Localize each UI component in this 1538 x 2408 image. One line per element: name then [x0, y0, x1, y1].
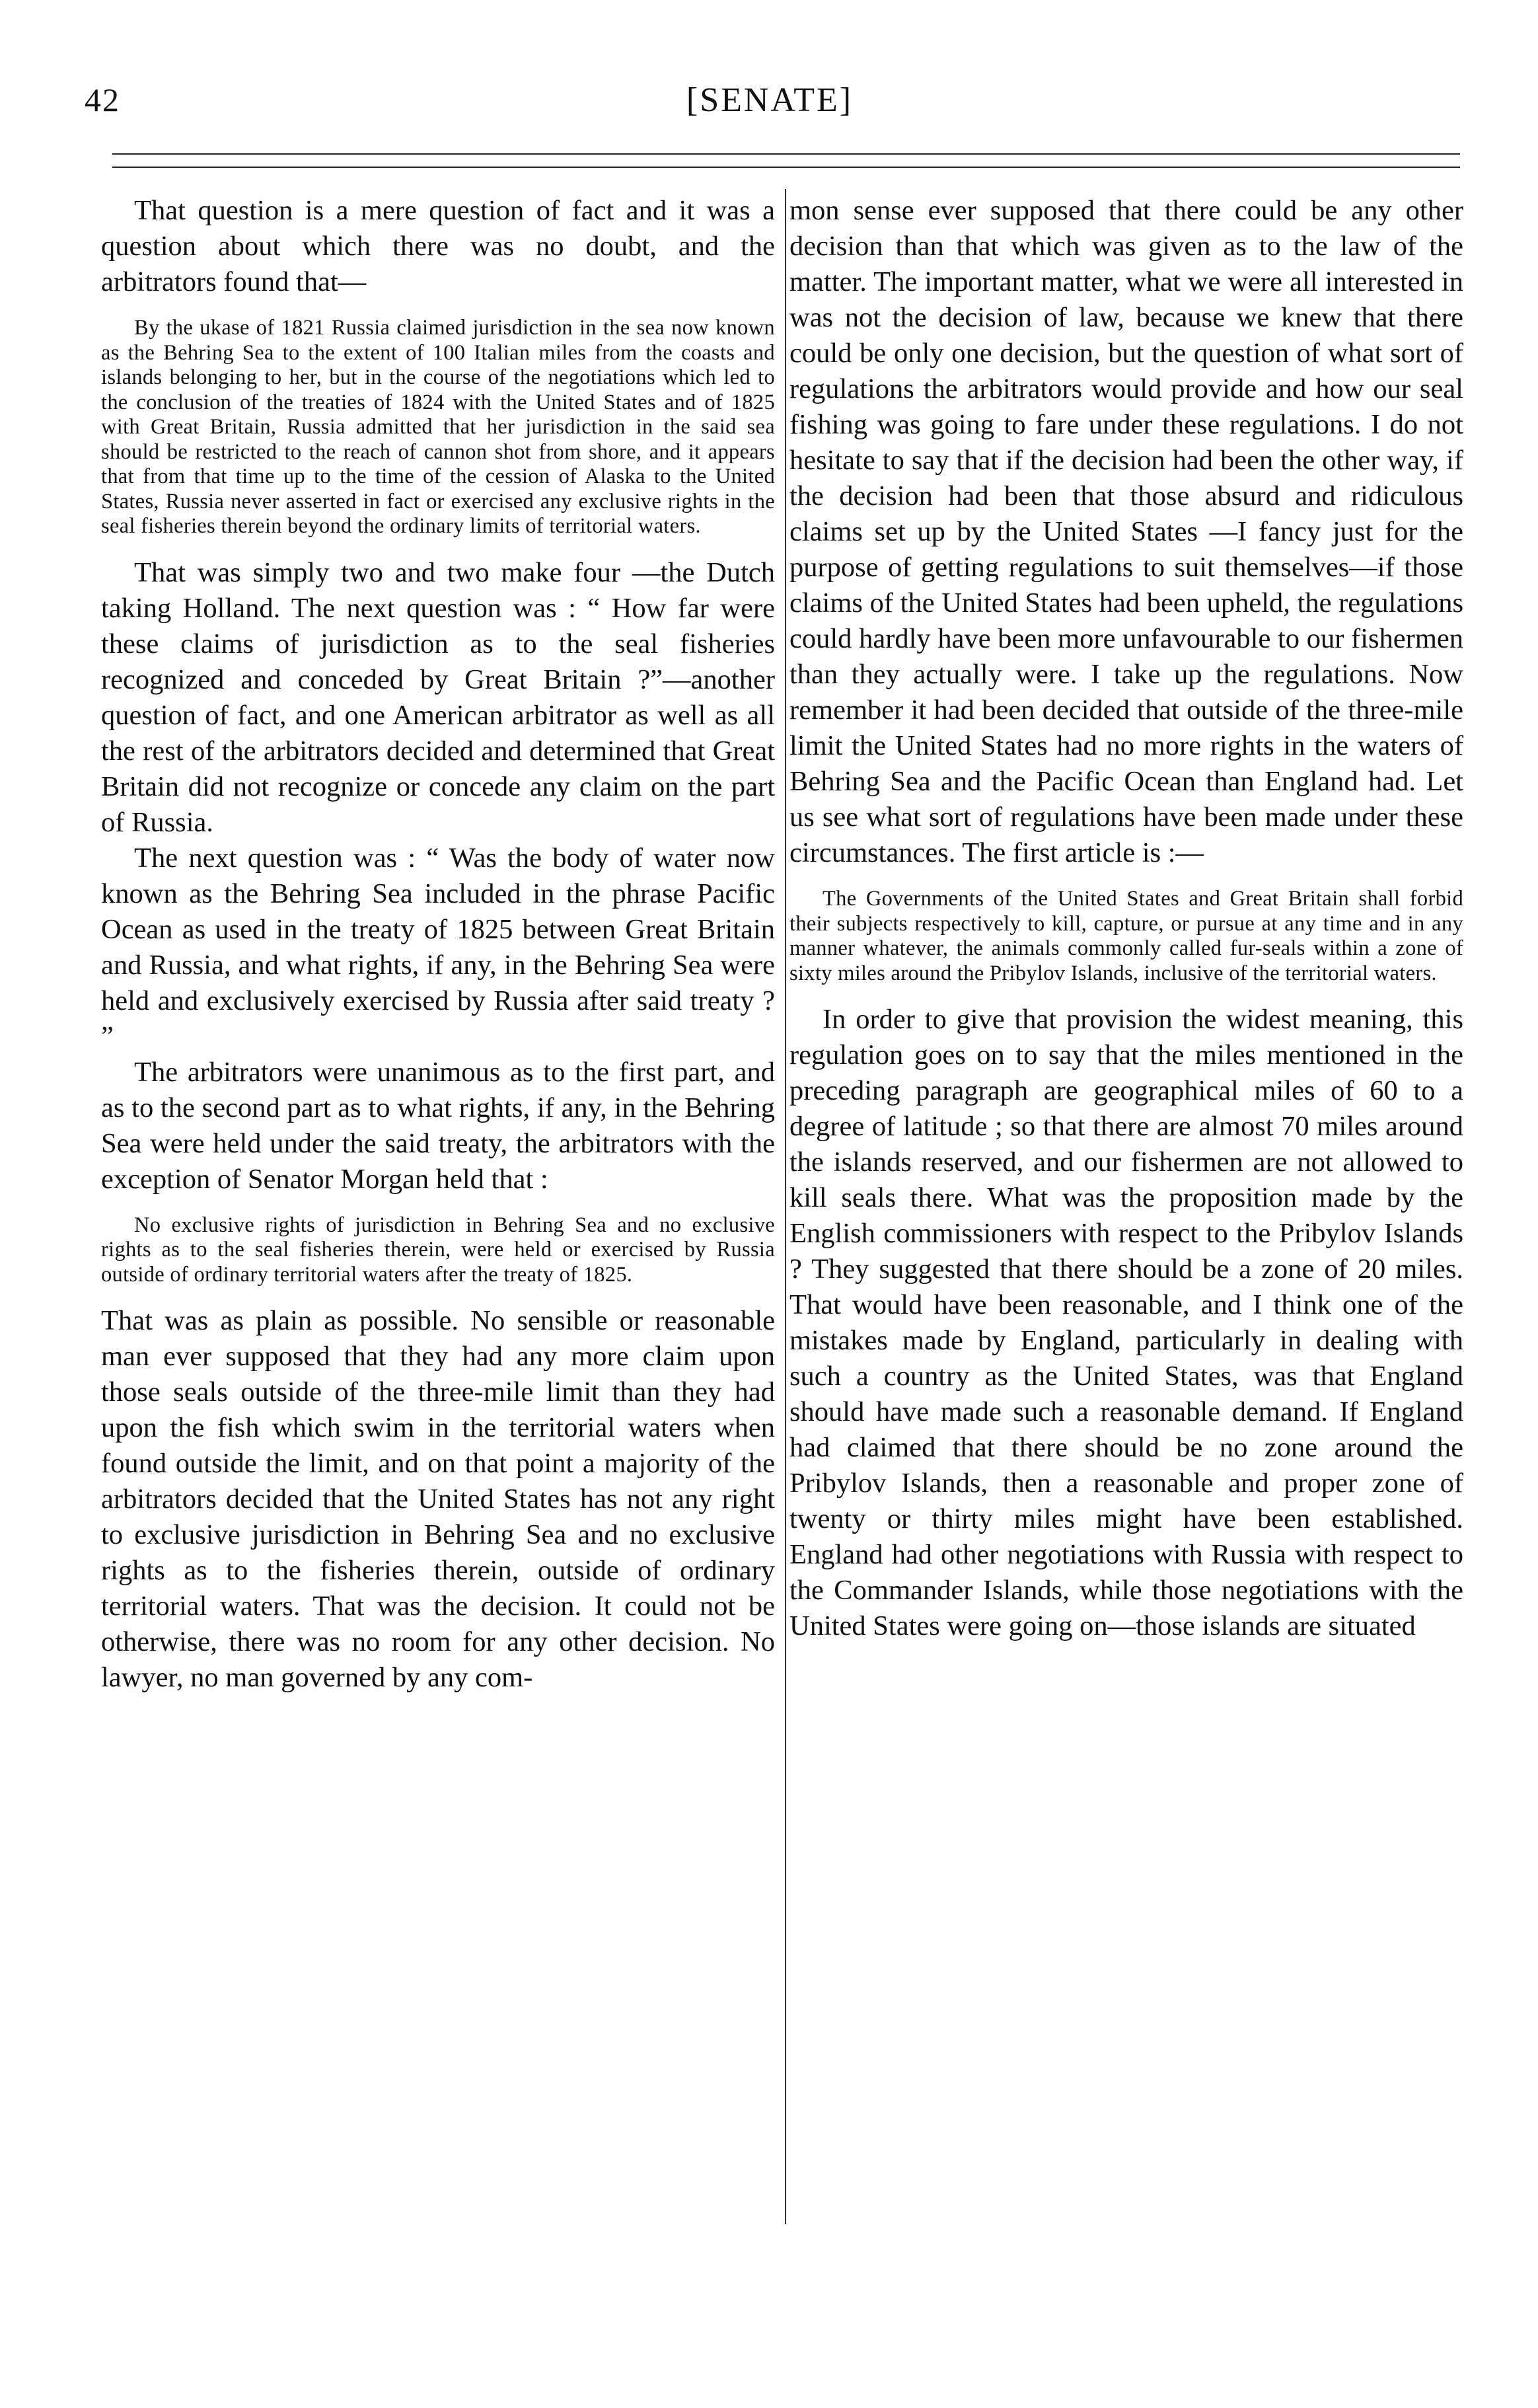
- header-rule-top: [112, 153, 1460, 155]
- block-quote: The Governments of the United States and Great Britain shall forbid their subjects respectively to kill, capture, or pursue at any time and in any manner whatever, the animals commonly called fur-seals within a zone of sixty miles around the Pribylov Islands, inclusive of the territorial waters.: [789, 887, 1463, 985]
- page-number: 42: [85, 81, 120, 118]
- right-column: [789, 193, 1463, 1644]
- block-quote: By the ukase of 1821 Russia claimed jurisdiction in the sea now known as the Behring Sea to the extent of 100 Italian miles from the coasts and islands belonging to her, but in the course of the negotiations which led to the conclusion of the treaties of 1824 with the United States and of 1825 with Great Britain, Russia admitted that her jurisdiction in the said sea should be restricted to the reach of cannon shot from shore, and it appears that from that time up to the time of the cession of Alaska to the United States, Russia never asserted in fact or exercised any exclusive rights in the seal fisheries therein beyond the ordinary limits of territorial waters.: [101, 316, 775, 538]
- paragraph: mon sense ever supposed that there could be any other decision than that which was given as to the law of the matter. The important matter, what we were all interested in was not the decision of law, because we knew that there could be only one decision, but the question of what sort of regulations the arbitrators would provide and how our seal fishing was going to fare under these regulations. I do not hesitate to say that if the decision had been the other way, if the decision had been that those absurd and ridiculous claims set up by the United States —I fancy just for the purpose of getting regulations to suit themselves—if those claims of the United States had been upheld, the regulations could hardly have been more unfavourable to our fishermen than they actually were. I take up the regulations. Now remember it had been decided that outside of the three-mile limit the United States had no more rights in the waters of Behring Sea and the Pacific Ocean than England had. Let us see what sort of regulations have been made under these circumstances. The first article is :—: [789, 195, 1463, 868]
- paragraph: The next question was : “ Was the body of water now known as the Behring Sea included in the phrase Pacific Ocean as used in the treaty of 1825 between Great Britain and Russia, and what rights, if any, in the Behring Sea were held and exclusively exercised by Russia after said treaty ? ”: [101, 842, 775, 1052]
- column-divider: [785, 189, 786, 2224]
- running-head: [SENATE]: [686, 81, 854, 119]
- paragraph: That was simply two and two make four —the Dutch taking Holland. The next question was : “ How far were these claims of jurisdiction as to the seal fisheries recognized and conceded by Great Britain ?”—another question of fact, and one American arbitrator as well as all the rest of the arbitrators decided and determined that Great Britain did not recognize or concede any claim on the part of Russia.: [101, 556, 775, 838]
- paragraph: The arbitrators were unanimous as to the first part, and as to the second part as to what rights, if any, in the Behring Sea were held under the said treaty, the arbitrators with the exception of Senator Morgan held that :: [101, 1056, 775, 1195]
- block-quote: No exclusive rights of jurisdiction in Behring Sea and no exclusive rights as to the seal fisheries therein, were held or exercised by Russia outside of ordinary territorial waters after the treaty of 1825.: [101, 1213, 775, 1287]
- paragraph: That was as plain as possible. No sensible or reasonable man ever supposed that they had any more claim upon those seals outside of the three-mile limit than they had upon the fish which swim in the territorial waters when found outside the limit, and on that point a majority of the arbitrators decided that the United States has not any right to exclusive jurisdiction in Behring Sea and no exclusive rights as to the fisheries therein, outside of ordinary territorial waters. That was the decision. It could not be otherwise, there was no room for any other decision. No lawyer, no man governed by any com-: [101, 1305, 775, 1693]
- header-rule-bottom: [112, 167, 1460, 168]
- paragraph: In order to give that provision the widest meaning, this regulation goes on to say that the miles mentioned in the preceding paragraph are geographical miles of 60 to a degree of latitude ; so that there are almost 70 miles around the islands reserved, and our fishermen are not allowed to kill seals there. What was the proposition made by the English commissioners with respect to the Pribylov Islands ? They suggested that there should be a zone of 20 miles. That would have been reasonable, and I think one of the mistakes made by England, particularly in dealing with such a country as the United States, was that England should have made such a reasonable demand. If England had claimed that there should be no zone around the Pribylov Islands, then a reasonable and proper zone of twenty or thirty miles might have been established. England had other negotiations with Russia with respect to the Commander Islands, while those negotiations with the United States were going on—those islands are situated: [789, 1004, 1463, 1641]
- page-header: [79, 78, 1460, 124]
- left-column: [101, 193, 775, 1696]
- paragraph: That question is a mere question of fact and it was a question about which there was no doubt, and the arbitrators found that—: [101, 195, 775, 297]
